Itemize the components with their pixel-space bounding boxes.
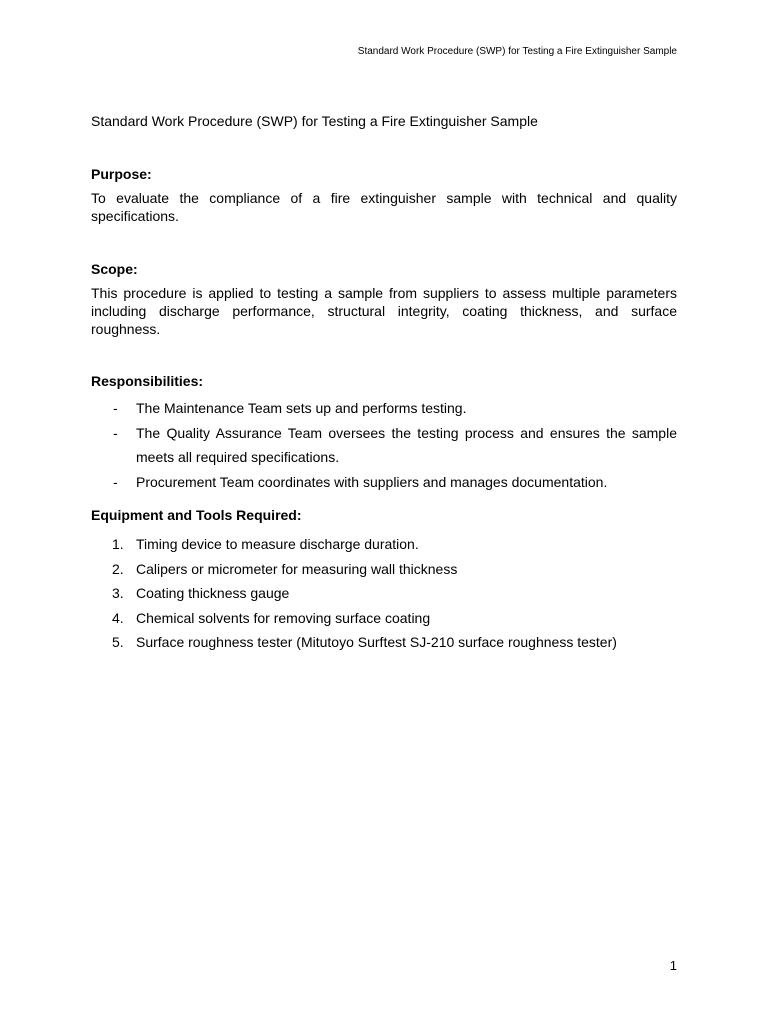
list-item-text: Surface roughness tester (Mitutoyo Surftest SJ-210 surface roughness tester) [136,634,617,650]
scope-heading: Scope: [91,261,138,277]
list-item [91,470,677,495]
list-item [91,532,677,557]
list-number: 5. [112,634,124,650]
list-number: 1. [112,536,124,552]
document-body [91,112,677,655]
list-item-text: Chemical solvents for removing surface coating [136,609,431,626]
list-item [91,606,677,631]
list-item [91,396,677,421]
document-title: Standard Work Procedure (SWP) for Testing a Fire Extinguisher Sample [91,113,538,129]
page-number: 1 [669,958,677,973]
responsibilities-list [91,396,677,494]
list-item [91,557,677,582]
list-item [91,630,677,655]
purpose-text: To evaluate the compliance of a fire extinguisher sample with technical and quality specifications. [91,190,677,224]
purpose-section [91,165,677,225]
list-item-text: Timing device to measure discharge duration. [136,536,419,552]
dash-bullet: - [113,400,118,416]
equipment-list [91,532,677,655]
dash-bullet: - [113,473,118,490]
responsibilities-heading: Responsibilities: [91,373,204,389]
list-number: 2. [112,560,124,577]
equipment-heading: Equipment and Tools Required: [91,507,302,523]
list-number: 4. [112,609,124,626]
list-item-text: Procurement Team coordinates with suppliers and manages documentation. [136,473,608,490]
scope-text: This procedure is applied to testing a sample from suppliers to assess multiple parameters including discharge performance, structural integrity, coating thickness, and surface roughness. [91,285,677,337]
list-item-text: Coating thickness gauge [136,585,290,601]
dash-bullet: - [113,424,118,441]
responsibilities-section [91,372,677,494]
purpose-heading: Purpose: [91,166,152,182]
equipment-section [91,506,677,655]
list-item [91,581,677,606]
list-number: 3. [112,585,124,601]
running-header: Standard Work Procedure (SWP) for Testing a Fire Extinguisher Sample [357,46,677,57]
list-item-text: The Quality Assurance Team oversees the testing process and ensures the sample meets all required specifications. [136,424,677,465]
scope-section [91,260,677,338]
list-item-text: The Maintenance Team sets up and performs testing. [136,400,467,416]
list-item-text: Calipers or micrometer for measuring wall thickness [136,560,458,577]
list-item [91,421,677,470]
